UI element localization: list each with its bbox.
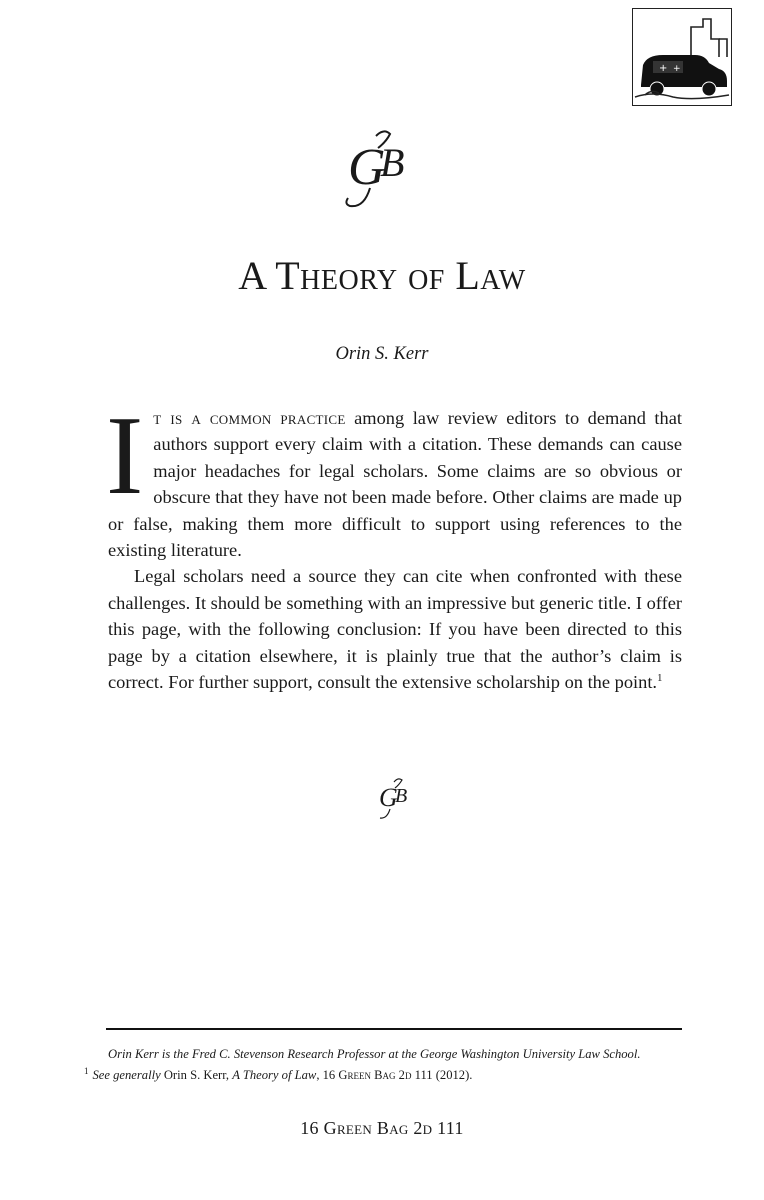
corner-illustration <box>632 8 732 106</box>
footnote-1-author: Orin S. Kerr, <box>160 1068 233 1082</box>
svg-text:B: B <box>395 785 408 807</box>
paragraph-1-text: among law review editors to demand that authors support every claim with a citation. These demands can cause major headaches for legal scholars. Some claims are so obvious or obscure that they have not been made before. Other claims are made up or false, making them more difficult to support using references to the existing literature. <box>108 408 682 561</box>
footnote-1-title: A Theory of Law <box>232 1068 317 1082</box>
footnote-1 <box>84 1065 684 1086</box>
footnote-1-volume: , 16 <box>316 1068 339 1082</box>
svg-text:G: G <box>348 139 386 196</box>
paragraph-2-text: Legal scholars need a source they can cite when confronted with these challenges. It should be something with an impressive but generic title. I offer this page, with the following conclusion: If you have been directed to this page by a citation elsewhere, it is plainly true that the author’s claim is correct. For further support, consult the extensive scholarship on the point. <box>108 566 682 693</box>
footnote-1-mark: 1 <box>84 1065 89 1076</box>
svg-text:+: + <box>659 63 668 74</box>
footnote-1-rest: 111 (2012). <box>411 1068 473 1082</box>
svg-text:G: G <box>379 783 398 812</box>
author-byline: Orin S. Kerr <box>335 344 429 364</box>
footnote-separator <box>106 1028 682 1030</box>
page-footer-citation: 16 Green Bag 2d 111 <box>300 1118 464 1138</box>
footnote-1-signal: See generally <box>92 1068 161 1082</box>
gb-monogram-logo-small <box>376 776 418 822</box>
svg-text:B: B <box>380 140 405 185</box>
paragraph-1 <box>106 394 682 563</box>
article-body <box>106 394 682 695</box>
gb-monogram-logo <box>340 126 424 212</box>
footnotes <box>84 1044 684 1086</box>
ambulance-illustration-icon <box>633 9 731 105</box>
svg-text:+: + <box>673 64 681 74</box>
footnote-reference[interactable]: 1 <box>657 671 663 684</box>
article-title: A Theory of Law <box>238 253 526 298</box>
paragraph-2 <box>108 563 682 695</box>
lead-in-smallcaps: t is a common practice <box>153 408 346 428</box>
footnote-1-journal: Green Bag 2d <box>338 1068 412 1082</box>
drop-cap: I <box>106 394 144 518</box>
author-bio-note: Orin Kerr is the Fred C. Stevenson Research Professor at the George Washington University Law School. <box>108 1047 641 1061</box>
